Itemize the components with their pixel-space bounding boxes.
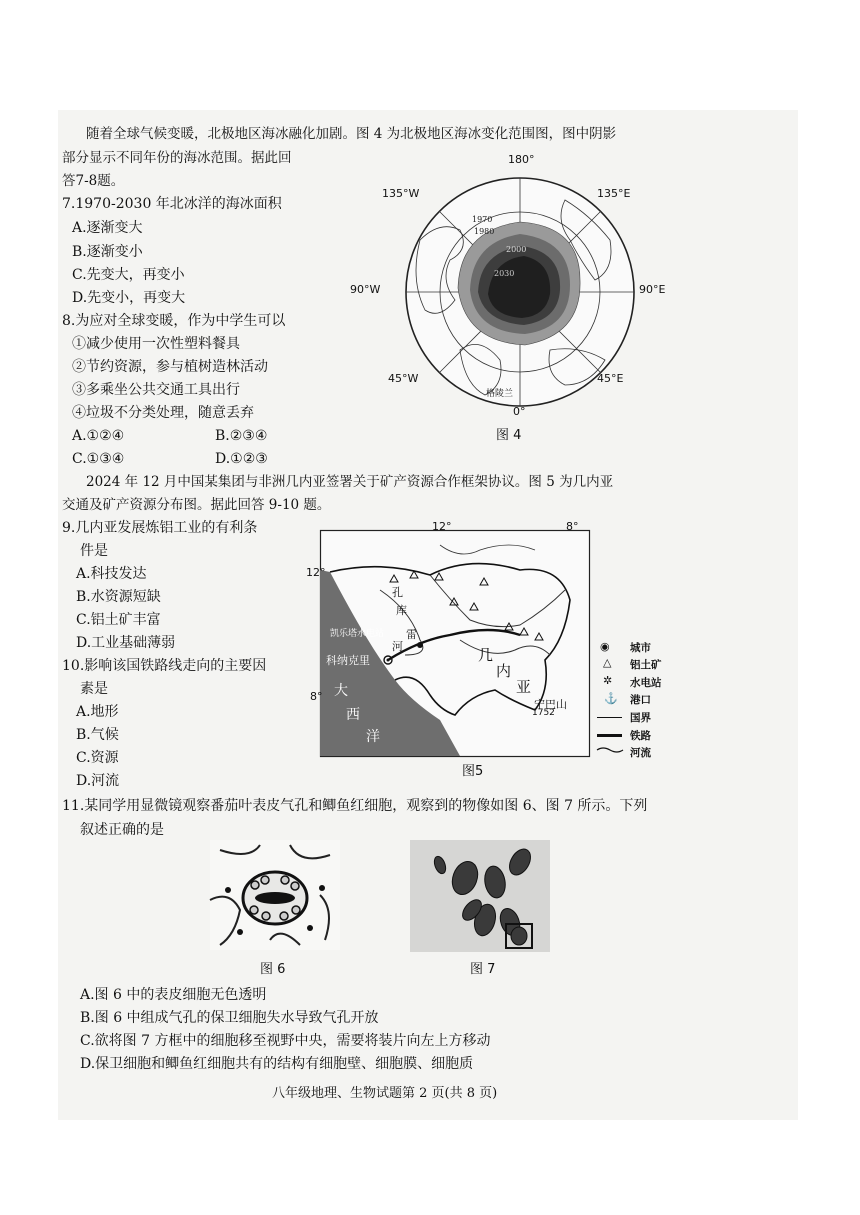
q10-stem-line1: 10.影响该国铁路线走向的主要因: [62, 658, 267, 674]
q11-stem-line1: 11.某同学用显微镜观察番茄叶表皮气孔和鲫鱼红细胞，观察到的物像如图 6、图 7 所示。下列: [62, 798, 648, 814]
fig5-label-country-2: 内: [496, 662, 512, 680]
fig5-label-ocean-3: 洋: [366, 729, 380, 745]
fig5-caption: 图5: [462, 764, 484, 779]
fig4-label-90w: 90°W: [350, 283, 381, 296]
q10-option-c[interactable]: C.资源: [76, 750, 119, 766]
legend-bauxite: 铝土矿: [630, 659, 662, 671]
fig5-label-peak: 宁巴山: [534, 698, 567, 711]
legend-city-icon: ◉: [600, 640, 610, 653]
fig4-label-135w: 135°W: [382, 187, 420, 200]
q8-item-3: ③多乘坐公共交通工具出行: [72, 382, 240, 398]
q9-stem-line1: 9.几内亚发展炼铝工业的有利条: [62, 520, 258, 536]
fig5-label-country-3: 亚: [516, 678, 532, 696]
legend-hydropower: 水电站: [630, 677, 662, 689]
fig5-label-country-1: 几: [478, 646, 494, 664]
fig4-label-45w: 45°W: [388, 372, 419, 385]
q10-option-b[interactable]: B.气候: [76, 727, 119, 743]
q9-option-d[interactable]: D.工业基础薄弱: [76, 635, 176, 651]
q7-option-c[interactable]: C.先变大，再变小: [72, 267, 185, 283]
q8-option-b[interactable]: B.②③④: [215, 428, 268, 444]
q11-stem-line2: 叙述正确的是: [80, 822, 164, 838]
legend-port: 港口: [630, 694, 651, 706]
fig5-label-capital: 科纳克里: [326, 654, 370, 667]
fig5-label-lon12: 12°: [432, 520, 452, 533]
fig5-label-ocean-2: 西: [346, 707, 360, 723]
q8-stem: 8.为应对全球变暖，作为中学生可以: [62, 313, 286, 329]
q7-option-a[interactable]: A.逐渐变大: [72, 220, 143, 236]
legend-bauxite-icon: △: [603, 656, 612, 669]
q11-option-a[interactable]: A.图 6 中的表皮细胞无色透明: [80, 987, 267, 1003]
legend-railway: 铁路: [630, 730, 651, 742]
figure-4-arctic-map: [380, 160, 660, 430]
fig5-label-river-2: 库: [396, 604, 407, 617]
figure-6-stomata-image: [210, 840, 340, 950]
legend-border: 国界: [630, 712, 651, 724]
fig4-year-2000: 2000: [506, 245, 527, 254]
fig4-label-greenland: 格陵兰: [486, 389, 514, 399]
q11-option-d[interactable]: D.保卫细胞和鲫鱼红细胞共有的结构有细胞壁、细胞膜、细胞质: [80, 1056, 474, 1072]
q7-option-d[interactable]: D.先变小，再变大: [72, 290, 186, 306]
fig4-label-180: 180°: [508, 153, 535, 166]
legend-city: 城市: [630, 642, 651, 654]
intro-7-8-line1: 随着全球气候变暖，北极地区海冰融化加剧。图 4 为北极地区海冰变化范围图，图中阴影: [86, 126, 617, 142]
fig5-label-dam: 凯乐塔水电站: [330, 629, 385, 639]
fig7-caption: 图 7: [470, 962, 496, 977]
figure-5-guinea-map: [320, 530, 590, 760]
q11-option-c[interactable]: C.欲将图 7 方框中的细胞移至视野中央，需要将装片向左上方移动: [80, 1033, 491, 1049]
fig5-label-river-3: 雷: [406, 628, 417, 641]
fig5-label-river-1: 孔: [392, 586, 403, 599]
q8-option-d[interactable]: D.①②③: [215, 451, 268, 467]
q7-option-b[interactable]: B.逐渐变小: [72, 244, 143, 260]
intro-9-10-line1: 2024 年 12 月中国某集团与非洲几内亚签署关于矿产资源合作框架协议。图 5 为几内亚: [86, 474, 614, 490]
fig5-label-ocean-1: 大: [334, 683, 348, 699]
fig6-caption: 图 6: [260, 962, 286, 977]
fig5-label-lon8: 8°: [566, 520, 579, 533]
legend-border-icon: [597, 717, 622, 718]
fig4-label-0: 0°: [513, 405, 526, 418]
q10-stem-line2: 素是: [80, 681, 108, 697]
q9-option-b[interactable]: B.水资源短缺: [76, 589, 161, 605]
intro-7-8-line3: 答7-8题。: [62, 173, 125, 189]
legend-port-icon: ⚓: [604, 692, 618, 705]
fig4-year-1970: 1970: [472, 215, 493, 224]
fig4-caption: 图 4: [496, 428, 522, 443]
legend-railway-icon: [597, 734, 622, 737]
q8-item-4: ④垃圾不分类处理，随意丢弃: [72, 405, 254, 421]
q8-option-a[interactable]: A.①②④: [72, 428, 125, 444]
figure-7-red-blood-cells-image: [410, 840, 550, 952]
fig4-label-135e: 135°E: [597, 187, 631, 200]
fig5-label-lat8: 8°: [310, 690, 323, 703]
q8-option-c[interactable]: C.①③④: [72, 451, 125, 467]
legend-hydropower-icon: ✲: [603, 674, 613, 687]
fig4-label-90e: 90°E: [639, 283, 666, 296]
fig4-label-45e: 45°E: [597, 372, 624, 385]
q8-item-1: ①减少使用一次性塑料餐具: [72, 336, 240, 352]
intro-7-8-line2: 部分显示不同年份的海冰范围。据此回: [62, 150, 292, 166]
fig4-year-1980: 1980: [474, 227, 495, 236]
fig5-label-river-4: 河: [392, 640, 403, 653]
page-footer: 八年级地理、生物试题第 2 页(共 8 页): [272, 1086, 498, 1101]
q7-stem: 7.1970-2030 年北冰洋的海冰面积: [62, 196, 282, 212]
legend-river-icon: [597, 746, 623, 754]
legend-river: 河流: [630, 747, 651, 759]
q9-stem-line2: 件是: [80, 543, 108, 559]
q9-option-c[interactable]: C.铝土矿丰富: [76, 612, 161, 628]
fig5-label-lat12: 12°: [306, 566, 326, 579]
fig4-year-2030: 2030: [494, 269, 515, 278]
q10-option-d[interactable]: D.河流: [76, 773, 120, 789]
q9-option-a[interactable]: A.科技发达: [76, 566, 147, 582]
q10-option-a[interactable]: A.地形: [76, 704, 119, 720]
q8-item-2: ②节约资源，参与植树造林活动: [72, 359, 268, 375]
q11-option-b[interactable]: B.图 6 中组成气孔的保卫细胞失水导致气孔开放: [80, 1010, 379, 1026]
fig5-label-elevation: 1752: [532, 708, 555, 718]
intro-9-10-line2: 交通及矿产资源分布图。据此回答 9-10 题。: [62, 497, 331, 513]
